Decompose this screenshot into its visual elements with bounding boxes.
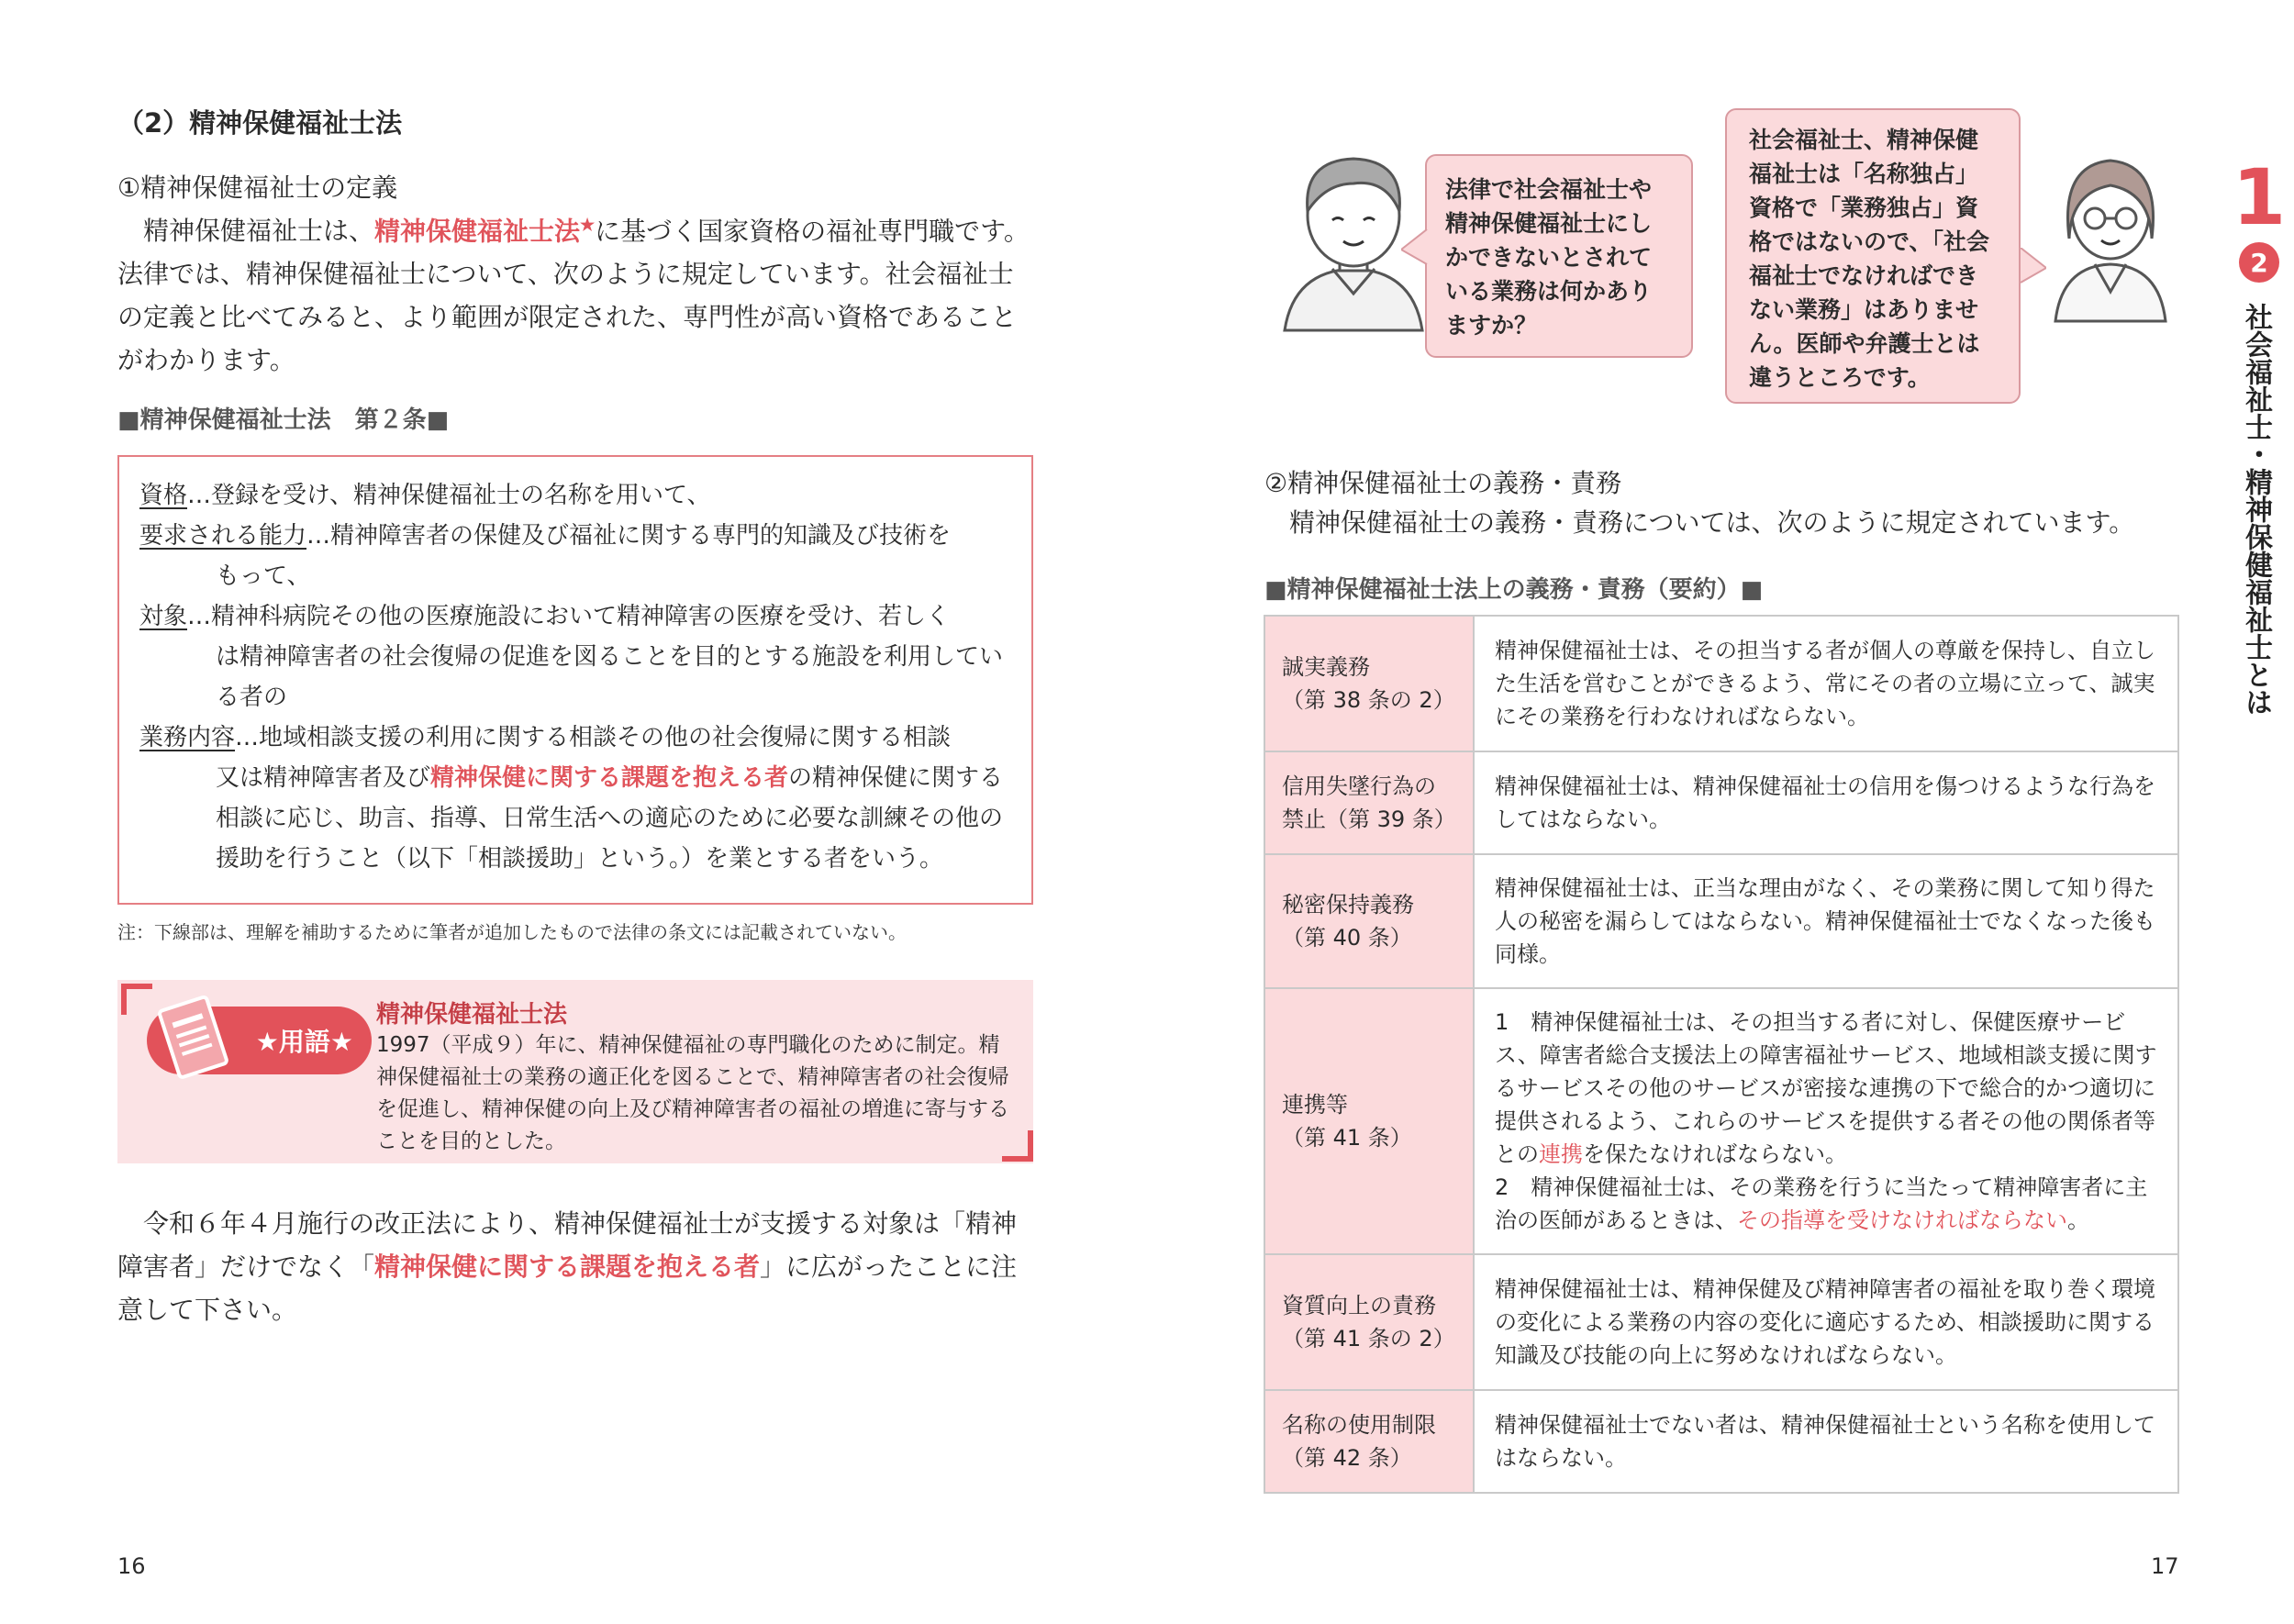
- row-body: 精神保健福祉士は、精神保健福祉士の信用を傷つけるような行為をしてはならない。: [1474, 751, 2178, 854]
- speech-bubble-question: 法律で社会福祉士や精神保健福祉士にしかできないとされている業務は何かありますか？: [1425, 154, 1693, 358]
- law-row-target: [139, 596, 1011, 637]
- row-body: [1474, 988, 2178, 1254]
- row-heading: 誠実義務 （第 38 条の 2）: [1264, 616, 1474, 751]
- woman-avatar-illustration: [2051, 138, 2170, 329]
- row-text: 1 精神保健福祉士は、その担当する者に対し、保健医療サービス、障害者総合支援法上の障害福祉サービス、地域相談支援に関するサービスその他のサービスが密接な連携の下で総合的かつ適切に提供されるよう、これらのサービスを提供する者その他の関係者等との: [1495, 1009, 2157, 1167]
- law-cont-a: 又は精神障害者及び: [216, 764, 431, 792]
- bubble-tail-icon: [1401, 229, 1429, 266]
- section-number-badge: 2: [2239, 242, 2279, 283]
- page-number-right: 17: [2151, 1553, 2179, 1579]
- intro-term: 精神保健福祉士法: [374, 216, 581, 247]
- law-continuation: もって、: [216, 562, 311, 590]
- table-row: [1264, 854, 2178, 988]
- duties-heading: ②精神保健福祉士の義務・責務: [1264, 468, 1622, 498]
- row-highlight: その指導を受けなければならない: [1737, 1207, 2067, 1233]
- closing-text-2: 」に広がったことに注意して下さい。: [117, 1251, 1018, 1325]
- law-row-duties: [139, 717, 1011, 758]
- law-row-qualification: [139, 475, 1011, 516]
- term-star: ★: [580, 216, 596, 235]
- row-heading: 秘密保持義務 （第 40 条）: [1264, 854, 1474, 988]
- law-continuation: [139, 758, 1011, 879]
- row-text: 2 精神保健福祉士は、その業務を行うに当たって精神障害者に主治の医師があるときは、: [1495, 1174, 2148, 1233]
- row-body: 精神保健福祉士は、精神保健及び精神障害者の福祉を取り巻く環境の変化による業務の内容の変化に適応するため、相談援助に関する知識及び技能の向上に努めなければならない。: [1474, 1254, 2178, 1390]
- bracket-decoration: [121, 984, 152, 1015]
- page-number-left: 16: [117, 1553, 146, 1579]
- table-row: [1264, 988, 2178, 1254]
- intro-paragraph: [117, 204, 1035, 382]
- chapter-label: 社会福祉士・精神保健福祉士とは: [2240, 303, 2272, 716]
- table-row: [1264, 1254, 2178, 1390]
- row-heading: 連携等 （第 41 条）: [1264, 988, 1474, 1254]
- law-key: 資格: [139, 482, 188, 509]
- intro-text-1: 精神保健福祉士は、: [143, 216, 375, 247]
- row-text: 。: [2067, 1207, 2089, 1233]
- chapter-tab: [2232, 152, 2287, 283]
- law-continuation: は精神障害者の社会復帰の促進を図ることを目的とする施設を利用している者の: [216, 643, 1004, 711]
- table-row: [1264, 751, 2178, 854]
- closing-paragraph: [117, 1202, 1035, 1331]
- law-title: ■精神保健福祉士法 第２条■: [117, 406, 450, 434]
- closing-text-1: 令和６年４月施行の改正法により、精神保健福祉士が支援する対象は「精神障害者」だけでなく「: [117, 1208, 1018, 1282]
- definition-heading: ①精神保健福祉士の定義: [117, 172, 398, 203]
- row-heading: 資質向上の責務 （第 41 条の 2）: [1264, 1254, 1474, 1390]
- law-key: 業務内容: [139, 724, 236, 751]
- bubble-tail-icon: [2019, 248, 2046, 284]
- table-row: [1264, 1390, 2178, 1493]
- duties-intro: 精神保健福祉士の義務・責務については、次のように規定されています。: [1289, 507, 2135, 538]
- law-highlight: 精神保健に関する課題を抱える者: [430, 764, 789, 792]
- chapter-number: 1: [2232, 152, 2287, 242]
- law-text: …地域相談支援の利用に関する相談その他の社会復帰に関する相談: [235, 724, 952, 751]
- glossary-title: 精神保健福祉士法: [376, 1001, 568, 1029]
- law-row-ability: [139, 516, 1011, 556]
- intro-text-2: に基づく国家資格の福祉専門職です。法律では、精神保健福祉士について、次のように規定しています。社会福祉士の定義と比べてみると、より範囲が限定された、専門性が高い資格であることがわかります。: [117, 216, 1030, 376]
- glossary-badge: ★用語★: [147, 1007, 372, 1074]
- law-text: …登録を受け、精神保健福祉士の名称を用いて、: [187, 482, 711, 509]
- section-heading: （2）精神保健福祉士法: [117, 107, 403, 139]
- law-text: …精神科病院その他の医療施設において精神障害の医療を受け、若しく: [187, 603, 950, 630]
- law-cont-b: の精神保健に関する相談に応じ、助言、指導、日常生活への適応のために必要な訓練その他の援助を行うこと（以下「相談援助」という。）を業とする者をいう。: [216, 764, 1004, 873]
- duties-table: [1264, 615, 2179, 1494]
- table-row: [1264, 616, 2178, 751]
- row-text: を保たなければならない。: [1583, 1141, 1847, 1167]
- closing-highlight: 精神保健に関する課題を抱える者: [374, 1251, 761, 1282]
- row-body: 精神保健福祉士でない者は、精神保健福祉士という名称を使用してはならない。: [1474, 1390, 2178, 1493]
- law-key: 要求される能力: [139, 522, 307, 550]
- row-heading: 信用失墜行為の禁止（第 39 条）: [1264, 751, 1474, 854]
- row-body: 精神保健福祉士は、その担当する者が個人の尊厳を保持し、自立した生活を営むことができるよう、常にその者の立場に立って、誠実にその業務を行わなければならない。: [1474, 616, 2178, 751]
- speech-bubble-answer: 社会福祉士、精神保健福祉士は「名称独占」資格で「業務独占」資格ではないので、「社会福祉士でなければできない業務」はありません。医師や弁護士とは違うところです。: [1725, 108, 2021, 404]
- glossary-text: 1997（平成９）年に、精神保健福祉の専門職化のために制定。精神保健福祉士の業務の適正化を図ることで、精神障害者の社会復帰を促進し、精神保健の向上及び精神障害者の福祉の増進に寄与することを目的とした。: [376, 1033, 1009, 1153]
- footnote: 注：下線部は、理解を補助するために筆者が追加したもので法律の条文には記載されていない。: [117, 921, 907, 943]
- law-text: …精神障害者の保健及び福祉に関する専門的知識及び技術を: [306, 522, 952, 550]
- law-key: 対象: [139, 603, 188, 630]
- row-highlight: 連携: [1539, 1141, 1583, 1167]
- book-icon: [158, 993, 231, 1088]
- row-body: 精神保健福祉士は、正当な理由がなく、その業務に関して知り得た人の秘密を漏らしてはならない。精神保健福祉士でなくなった後も同様。: [1474, 854, 2178, 988]
- row-heading: 名称の使用制限 （第 42 条）: [1264, 1390, 1474, 1493]
- law-article-box: [117, 455, 1033, 905]
- table-title: ■精神保健福祉士法上の義務・責務（要約）■: [1264, 576, 1764, 604]
